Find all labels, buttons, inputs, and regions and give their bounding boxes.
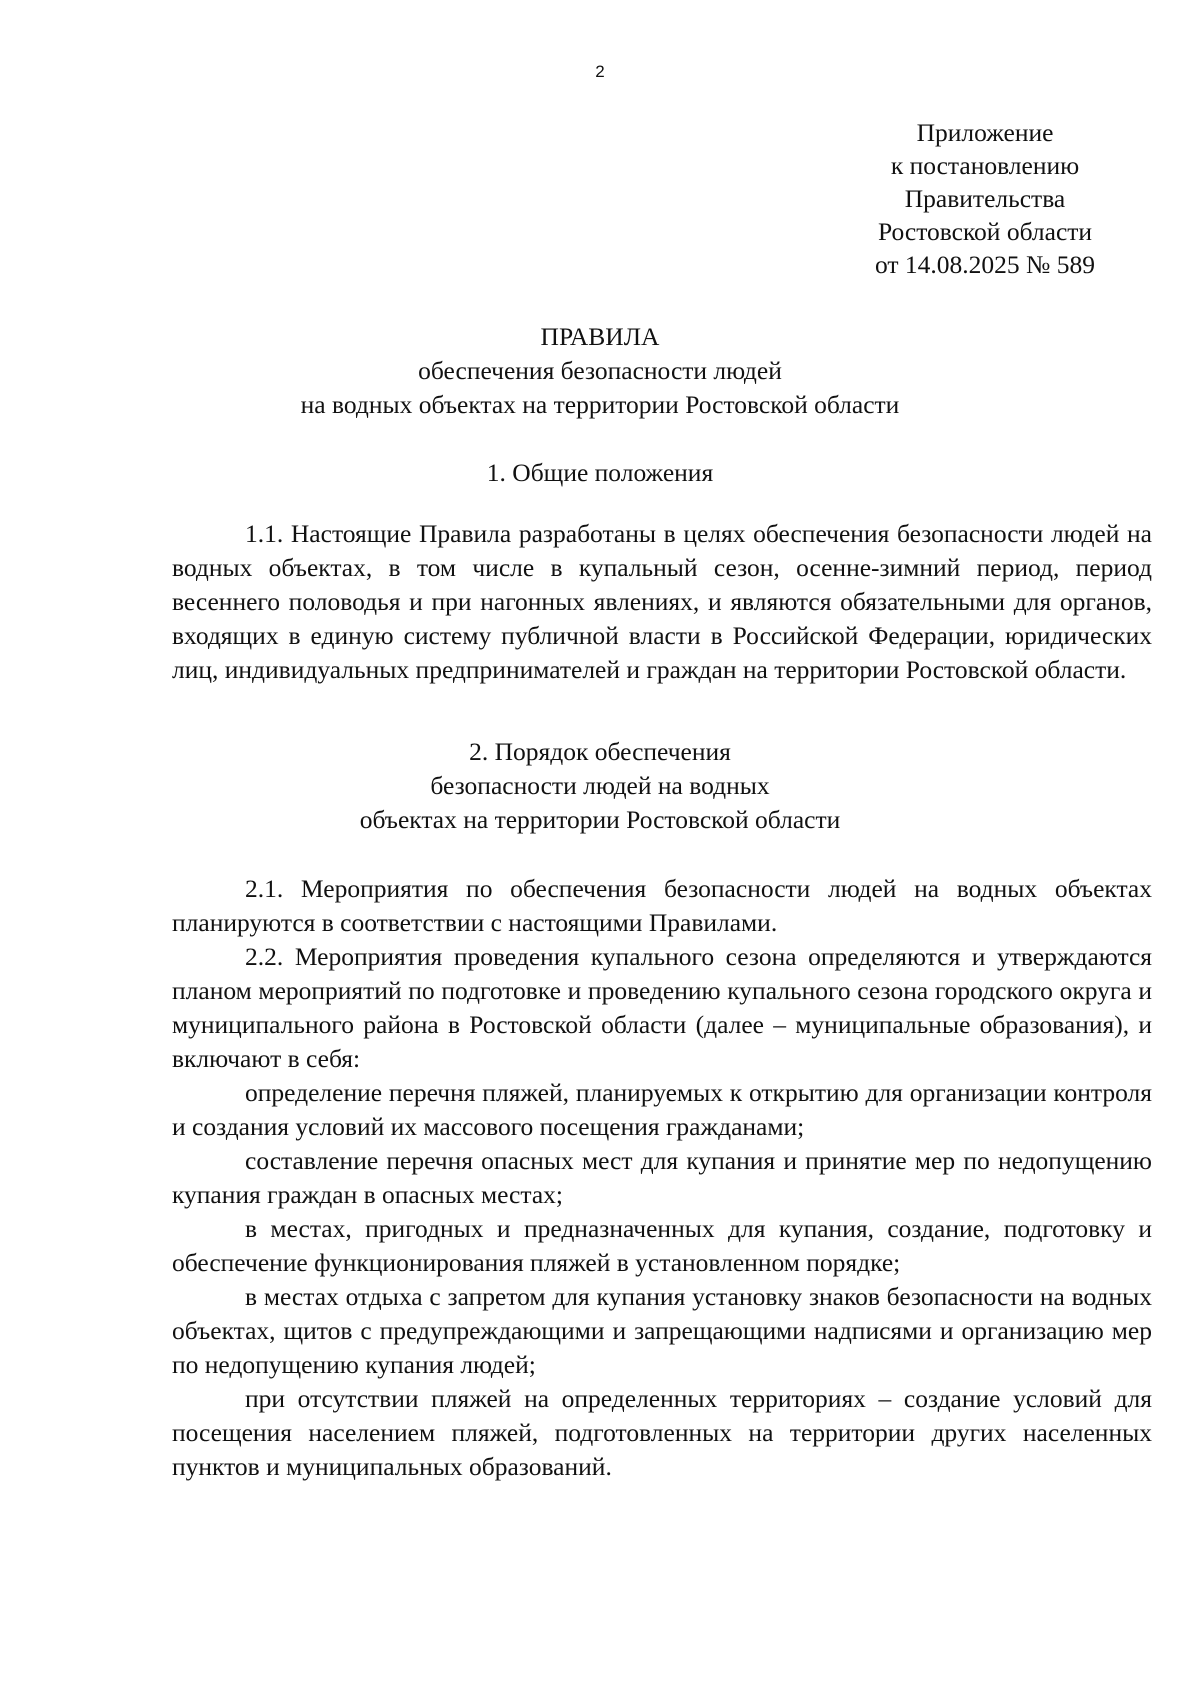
section-2-heading-line: безопасности людей на водных: [430, 771, 770, 800]
section-2-heading: [0, 735, 1200, 837]
paragraph-2-1: 2.1. Мероприятия по обеспечения безопасности людей на водных объектах планируются в соответствии с настоящими Правилами.: [172, 874, 1152, 937]
paragraph-2-2: 2.2. Мероприятия проведения купального сезона определяются и утверждаются планом мероприятий по подготовке и проведению купального сезона городского округа и муниципального района в Ростовской области (далее – муниципальные образования), и включают в себя:: [172, 942, 1152, 1073]
appendix-line: Ростовской области: [877, 217, 1093, 246]
section-1-body: [172, 517, 1152, 687]
appendix-line: Правительства: [904, 184, 1066, 213]
document-title: [0, 320, 1200, 422]
appendix-line: от 14.08.2025 № 589: [874, 250, 1095, 279]
appendix-line: к постановлению: [890, 151, 1080, 180]
appendix-block: [820, 116, 1150, 281]
paragraph-1-1: 1.1. Настоящие Правила разработаны в целях обеспечения безопасности людей на водных объектах, в том числе в купальный сезон, осенне-зимний период, период весеннего половодья и при нагонных явлениях, и являются обязательными для органов, входящих в единую систему публичной власти в Российской Федерации, юридических лиц, индивидуальных предпринимателей и граждан на территории Ростовской области.: [172, 519, 1152, 684]
appendix-line: Приложение: [916, 118, 1054, 147]
title-subtitle-line: на водных объектах на территории Ростовской области: [300, 390, 900, 419]
page-number: 2: [595, 62, 605, 81]
title-heading: ПРАВИЛА: [540, 322, 660, 351]
list-item: определение перечня пляжей, планируемых к открытию для организации контроля и создания условий их массового посещения гражданами;: [172, 1078, 1152, 1141]
list-item: в местах отдыха с запретом для купания установку знаков безопасности на водных объектах, щитов с предупреждающими и запрещающими надписями и организацию мер по недопущению купания людей;: [172, 1282, 1152, 1379]
list-item: в местах, пригодных и предназначенных для купания, создание, подготовку и обеспечение функционирования пляжей в установленном порядке;: [172, 1214, 1152, 1277]
section-2-heading-line: объектах на территории Ростовской области: [359, 805, 841, 834]
section-2-body: [172, 872, 1152, 1484]
section-1-heading: 1. Общие положения: [486, 458, 714, 487]
list-item: составление перечня опасных мест для купания и принятие мер по недопущению купания граждан в опасных местах;: [172, 1146, 1152, 1209]
title-subtitle-line: обеспечения безопасности людей: [418, 356, 782, 385]
list-item: при отсутствии пляжей на определенных территориях – создание условий для посещения населением пляжей, подготовленных на территории других населенных пунктов и муниципальных образований.: [172, 1384, 1152, 1481]
section-2-heading-line: 2. Порядок обеспечения: [469, 737, 731, 766]
